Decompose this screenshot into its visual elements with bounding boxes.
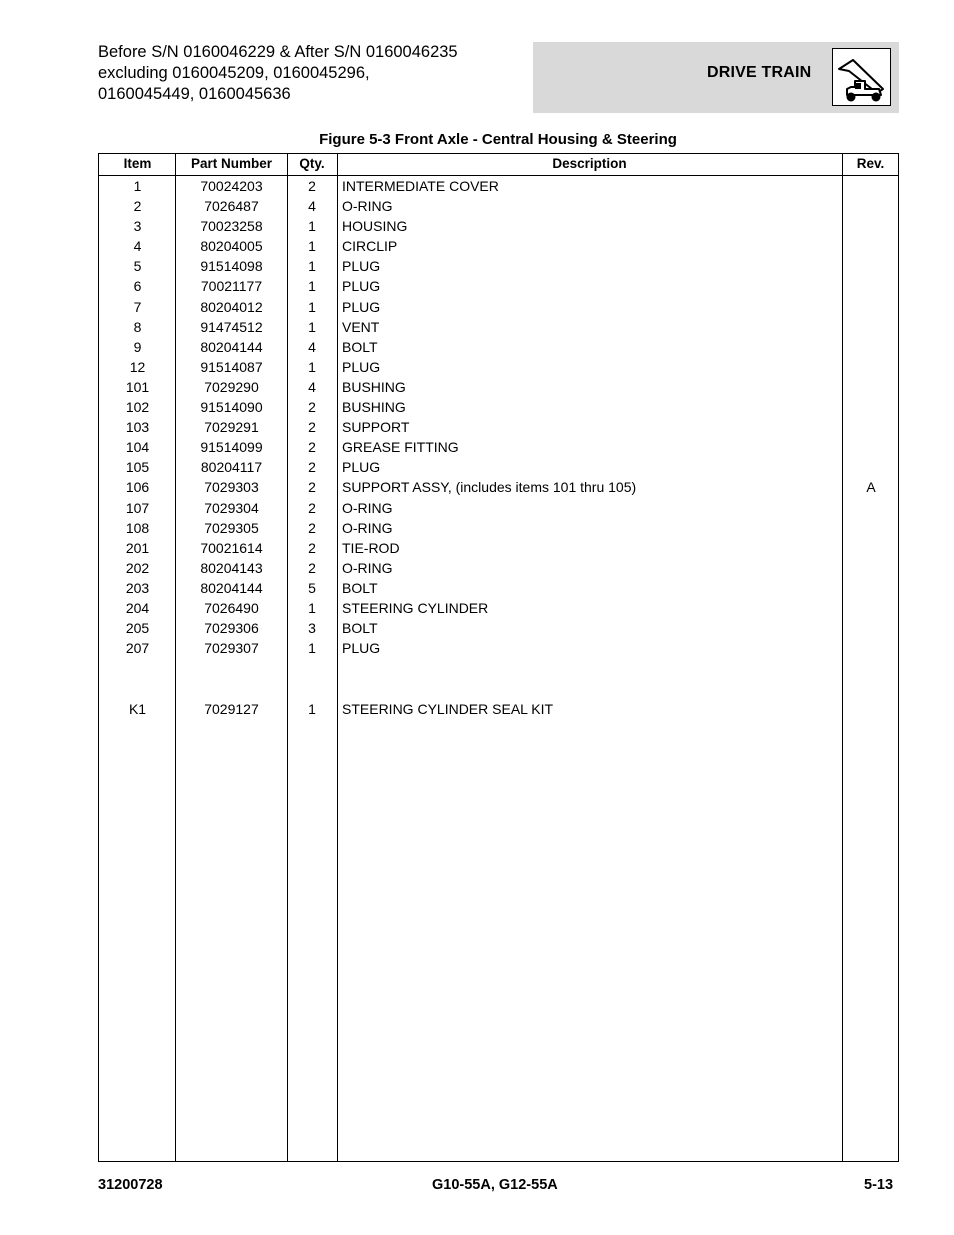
cell-part: 7029306 (204, 620, 259, 637)
cell-qty: 1 (308, 238, 316, 255)
cell-item: 101 (125, 378, 150, 395)
cell-desc: O-RING (342, 519, 393, 536)
table-row (99, 558, 898, 578)
cell-part: 70024203 (200, 178, 263, 194)
cell-qty: 1 (308, 318, 316, 335)
cell-qty: 1 (308, 298, 316, 315)
cell-item: 202 (125, 559, 150, 576)
section-title: DRIVE TRAIN (707, 64, 812, 81)
cell-item: 4 (133, 238, 142, 255)
cell-part: 70021177 (200, 278, 263, 295)
cell-desc: GREASE FITTING (342, 439, 459, 456)
table-row (99, 256, 898, 276)
cell-part: 7029127 (204, 700, 259, 717)
parts-table (98, 153, 899, 1162)
cell-desc: PLUG (342, 358, 381, 375)
cell-qty: 1 (308, 358, 316, 375)
cell-item: K1 (128, 700, 147, 717)
cell-item: 2 (133, 198, 142, 215)
cell-qty: 2 (308, 499, 316, 516)
cell-qty: 1 (308, 278, 316, 295)
cell-qty: 1 (308, 640, 316, 657)
cell-desc: SUPPORT (342, 419, 410, 436)
doc-number: 31200728 (98, 1177, 163, 1193)
cell-desc: STEERING CYLINDER (342, 599, 489, 616)
table-row (99, 638, 898, 658)
cell-desc: BUSHING (342, 378, 406, 395)
table-row (99, 618, 898, 638)
cell-part: 91474512 (200, 318, 263, 335)
cell-part: 7029304 (204, 499, 259, 516)
cell-part: 80204144 (200, 579, 263, 596)
cell-part: 7029305 (204, 519, 259, 536)
cell-part: 91514099 (200, 439, 263, 456)
cell-desc: PLUG (342, 298, 381, 315)
cell-item: 103 (125, 419, 150, 436)
table-row (99, 498, 898, 518)
page-number: 5-13 (864, 1177, 894, 1193)
cell-qty: 3 (308, 620, 316, 637)
table-row (99, 297, 898, 317)
cell-item: 106 (125, 479, 150, 496)
cell-qty: 2 (308, 399, 316, 416)
header-qty: Qty. (299, 156, 325, 171)
cell-desc: CIRCLIP (342, 238, 398, 255)
figure-title: Figure 5-3 Front Axle - Central Housing & Steering (319, 131, 677, 148)
cell-desc: BOLT (342, 579, 378, 596)
header-part-number: Part Number (190, 156, 273, 171)
cell-desc: TIE-ROD (342, 539, 400, 556)
serial-line-2: excluding 0160045209, 0160045296, (98, 64, 370, 82)
cell-part: 7026487 (204, 198, 259, 215)
model-numbers: G10-55A, G12-55A (432, 1177, 558, 1193)
cell-desc: PLUG (342, 459, 381, 476)
cell-qty: 5 (308, 579, 316, 596)
cell-item: 105 (125, 459, 150, 476)
cell-part: 7029290 (204, 378, 259, 395)
cell-item: 7 (133, 298, 142, 315)
cell-qty: 2 (308, 479, 316, 496)
table-row (99, 196, 898, 216)
cell-part: 70023258 (200, 218, 263, 235)
cell-desc: BOLT (342, 338, 378, 355)
table-row (99, 397, 898, 417)
cell-qty: 2 (308, 419, 316, 436)
table-row (99, 276, 898, 296)
cell-part: 7026490 (204, 599, 259, 616)
header-rev: Rev. (856, 156, 885, 171)
table-row (99, 457, 898, 477)
cell-desc: PLUG (342, 278, 381, 295)
cell-item: 107 (125, 499, 150, 516)
cell-part: 80204012 (200, 298, 263, 315)
cell-part: 91514090 (200, 399, 263, 416)
cell-item: 203 (125, 579, 150, 596)
cell-part: 80204143 (200, 559, 263, 576)
cell-desc: PLUG (342, 640, 381, 657)
table-row (99, 236, 898, 256)
cell-part: 80204117 (200, 459, 263, 476)
cell-qty: 2 (308, 539, 316, 556)
cell-part: 7029291 (204, 419, 259, 436)
cell-item: 9 (133, 338, 142, 355)
cell-qty: 2 (308, 439, 316, 456)
table-row (99, 518, 898, 538)
cell-qty: 4 (308, 198, 316, 215)
table-row (99, 578, 898, 598)
cell-part: 80204005 (200, 238, 263, 255)
table-row (99, 377, 898, 397)
cell-desc: BUSHING (342, 399, 406, 416)
cell-desc: PLUG (342, 258, 381, 275)
cell-qty: 1 (308, 218, 316, 235)
cell-desc: HOUSING (342, 218, 408, 235)
cell-desc: O-RING (342, 198, 393, 215)
cell-qty: 2 (308, 459, 316, 476)
cell-part: 7029303 (204, 479, 259, 496)
header-item: Item (123, 156, 152, 171)
section-header (533, 42, 899, 113)
header-description: Description (552, 156, 627, 171)
cell-desc: O-RING (342, 559, 393, 576)
table-row (99, 437, 898, 457)
cell-qty: 4 (308, 338, 316, 355)
cell-item: 207 (125, 640, 150, 657)
cell-part: 91514098 (200, 258, 263, 275)
cell-item: 3 (133, 218, 142, 235)
cell-item: 8 (133, 318, 142, 335)
spacer-row (99, 658, 898, 699)
cell-part: 7029307 (204, 640, 259, 657)
cell-item: 102 (125, 399, 150, 416)
table-row (99, 216, 898, 236)
serial-number-note (98, 42, 458, 105)
cell-item: 12 (129, 358, 146, 375)
cell-qty: 1 (308, 700, 316, 717)
cell-item: 104 (125, 439, 150, 456)
cell-desc: SUPPORT ASSY, (includes items 101 thru 105) (342, 479, 637, 496)
table-row (99, 477, 898, 497)
cell-qty: 1 (308, 599, 316, 616)
cell-desc: INTERMEDIATE COVER (342, 178, 499, 194)
cell-qty: 2 (308, 559, 316, 576)
cell-item: 5 (133, 258, 142, 275)
table-row (99, 538, 898, 558)
cell-item: 108 (125, 519, 150, 536)
cell-item: 204 (125, 599, 150, 616)
cell-part: 70021614 (200, 539, 263, 556)
cell-part: 80204144 (200, 338, 263, 355)
table-row (99, 176, 898, 196)
cell-qty: 2 (308, 519, 316, 536)
table-row (99, 357, 898, 377)
cell-item: 6 (133, 278, 142, 295)
cell-qty: 2 (308, 178, 316, 194)
serial-line-3: 0160045449, 0160045636 (98, 85, 291, 103)
table-row (99, 337, 898, 357)
table-body (99, 176, 898, 719)
cell-desc: STEERING CYLINDER SEAL KIT (342, 700, 554, 717)
table-row (99, 699, 898, 719)
cell-qty: 4 (308, 378, 316, 395)
cell-desc: VENT (342, 318, 380, 335)
serial-line-1: Before S/N 0160046229 & After S/N 0160046235 (98, 43, 458, 61)
cell-desc: BOLT (342, 620, 378, 637)
table-row (99, 598, 898, 618)
cell-item: 1 (133, 178, 142, 194)
cell-qty: 1 (308, 258, 316, 275)
table-row (99, 317, 898, 337)
cell-desc: O-RING (342, 499, 393, 516)
cell-rev: A (866, 479, 876, 496)
table-row (99, 417, 898, 437)
cell-item: 205 (125, 620, 150, 637)
cell-part: 91514087 (200, 358, 263, 375)
cell-item: 201 (125, 539, 150, 556)
telehandler-icon (832, 48, 891, 106)
